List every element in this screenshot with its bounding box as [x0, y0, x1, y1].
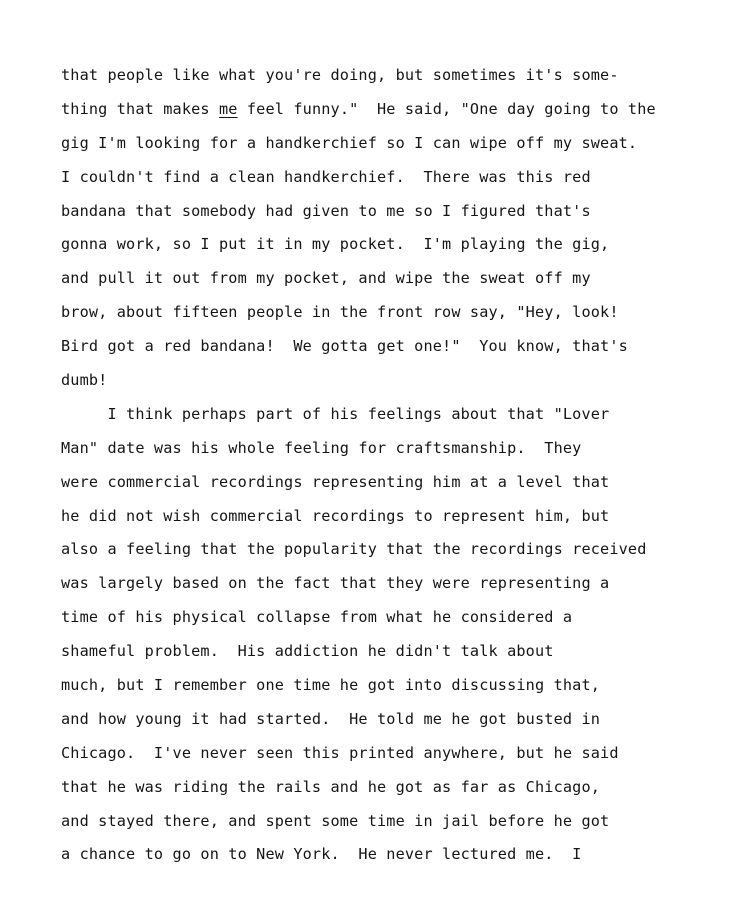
- text-line: time of his physical collapse from what he considered a: [61, 608, 573, 627]
- text-line: I think perhaps part of his feelings about that "Lover: [61, 404, 610, 423]
- text-line: were commercial recordings representing him at a level that: [61, 472, 610, 491]
- text-line: also a feeling that the popularity that the recordings received: [61, 540, 647, 559]
- text-line: much, but I remember one time he got into discussing that,: [61, 676, 601, 695]
- text-line: Man" date was his whole feeling for craftsmanship. They: [61, 438, 582, 457]
- text-line: and pull it out from my pocket, and wipe the sweat off my: [61, 269, 591, 288]
- text-line: and stayed there, and spent some time in jail before he got: [61, 811, 610, 830]
- text-line: Chicago. I've never seen this printed anywhere, but he said: [61, 743, 619, 762]
- text-line: brow, about fifteen people in the front row say, "Hey, look!: [61, 303, 619, 322]
- text-line: that people like what you're doing, but sometimes it's some-: [61, 66, 619, 84]
- underlined-word: me: [219, 99, 238, 118]
- paragraph-2: [61, 402, 721, 876]
- text-line: I couldn't find a clean handkerchief. There was this red: [61, 167, 591, 186]
- text-line: gonna work, so I put it in my pocket. I'm playing the gig,: [61, 235, 610, 254]
- text-line: dumb!: [61, 371, 108, 390]
- text-line: Bird got a red bandana! We gotta get one!" You know, that's: [61, 337, 628, 356]
- text-line: was largely based on the fact that they were representing a: [61, 574, 610, 593]
- text-segment: thing that makes: [61, 99, 219, 118]
- text-segment: feel funny." He said, "One day going to the: [237, 99, 656, 118]
- text-line: bandana that somebody had given to me so I figured that's: [61, 201, 591, 220]
- text-line: a chance to go on to New York. He never lectured me. I: [61, 845, 582, 864]
- paragraph-1: [61, 63, 721, 402]
- text-line: gig I'm looking for a handkerchief so I can wipe off my sweat.: [61, 133, 638, 152]
- text-line: shameful problem. His addiction he didn't talk about: [61, 642, 554, 661]
- text-line: that he was riding the rails and he got as far as Chicago,: [61, 777, 601, 796]
- text-line: and how young it had started. He told me he got busted in: [61, 709, 601, 728]
- text-line: [61, 97, 721, 131]
- body-text: [61, 63, 721, 876]
- text-line: he did not wish commercial recordings to represent him, but: [61, 506, 610, 525]
